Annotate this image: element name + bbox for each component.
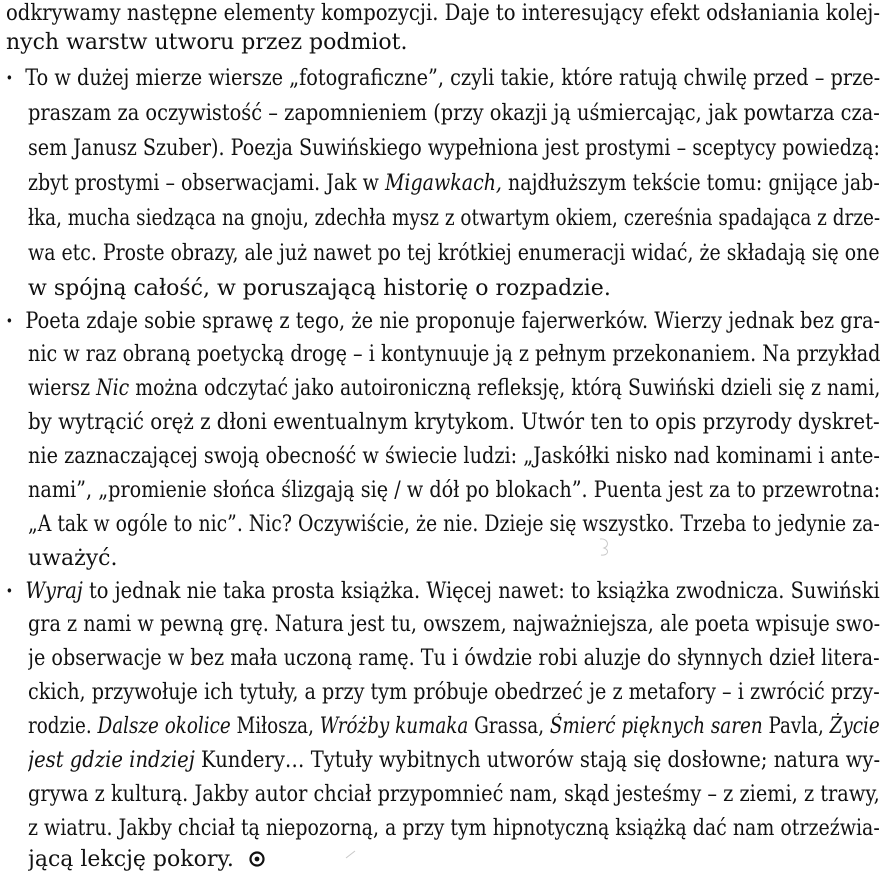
body-text: nami”, „promienie słońca ślizgają się / w dół po blokach”. Puenta jest za to przewrotna: <box>28 478 880 503</box>
line-content <box>28 443 880 471</box>
line-content <box>28 375 880 403</box>
line-content <box>28 645 880 673</box>
body-text: nie zaznaczającej swoją obecność w świecie ludzi: „Jaskółki nisko nad kominami i ante- <box>28 444 880 469</box>
body-text: zbyt prostymi – obserwacjami. Jak w <box>28 171 385 196</box>
line-content <box>28 781 880 809</box>
text-line <box>28 713 880 741</box>
body-text: Grassa, <box>468 714 550 739</box>
scan-mark <box>344 848 358 860</box>
italic-title-text: Migawkach, <box>384 171 502 196</box>
italic-title-text: Wróżby kumaka <box>319 714 469 739</box>
text-line <box>6 29 880 57</box>
line-content <box>28 511 880 539</box>
scan-mark <box>596 536 616 558</box>
line-content <box>28 679 880 707</box>
body-text: wa etc. Proste obrazy, ale już nawet po tej krótkiej enumeracji widać, że składają się one <box>28 241 880 266</box>
line-content <box>28 100 880 128</box>
text-line <box>28 611 880 639</box>
italic-title-text: Nic <box>96 376 130 401</box>
line-content <box>6 577 880 605</box>
line-content <box>6 64 880 92</box>
body-text: grywa z kulturą. Jakby autor chciał przypomnieć nam, skąd jesteśmy – z ziemi, z trawy, <box>28 782 880 807</box>
italic-title-text: Śmierć pięknych saren <box>549 714 763 739</box>
text-line <box>6 577 880 605</box>
body-text: w spójną całość, w poruszającą historię o rozpadzie. <box>28 276 611 301</box>
text-line <box>28 170 880 198</box>
text-line <box>28 545 880 573</box>
italic-title-text: Życie <box>829 714 880 739</box>
body-text: Poeta zdaje sobie sprawę z tego, że nie proponuje fajerwerków. Wierzy jednak bez gra- <box>25 309 880 334</box>
line-content <box>28 815 880 843</box>
italic-title-text: Dalsze okolice <box>97 714 231 739</box>
text-line <box>28 511 880 539</box>
body-text: rodzie. <box>28 714 98 739</box>
text-line <box>6 307 880 335</box>
line-content <box>28 747 880 775</box>
body-text: ckich, przywołuje ich tytuły, a przy tym próbuje obedrzeć je z metafory – i zwrócić przy- <box>28 680 880 705</box>
line-content <box>6 307 880 335</box>
end-of-article-icon <box>248 850 266 868</box>
text-line <box>28 846 880 874</box>
text-line <box>28 815 880 843</box>
body-text: gra z nami w pewną grę. Natura jest tu, owszem, najważniejsza, ale poeta wpisuje swo- <box>28 612 880 637</box>
body-text: odkrywamy następne elementy kompozycji. Daje to interesujący efekt odsłaniania kolej- <box>6 1 880 26</box>
body-text: uważyć. <box>28 546 118 571</box>
body-text: Kundery… Tytuły wybitnych utworów stają się dosłowne; natura wy- <box>194 748 880 773</box>
body-text: sem Janusz Szuber). Poezja Suwińskiego wypełniona jest prostymi – sceptycy powiedzą: <box>28 136 880 161</box>
line-content <box>28 409 880 437</box>
body-text: „A tak w ogóle to nic”. Nic? Oczywiście, że nie. Dzieje się wszystko. Trzeba to jedynie za- <box>28 512 880 537</box>
italic-title-text: jest gdzie indziej <box>28 748 195 773</box>
body-text: praszam za oczywistość – zapomnieniem (przy okazji ją uśmiercając, jak powtarza cza- <box>28 101 880 126</box>
body-text: najdłuższym tekście tomu: gnijące jab- <box>501 171 880 196</box>
text-line <box>28 100 880 128</box>
text-line <box>28 341 880 369</box>
italic-title-text: Wyraj <box>25 579 83 604</box>
text-line <box>28 747 880 775</box>
text-line <box>28 679 880 707</box>
text-line <box>28 240 880 268</box>
body-text: jącą lekcję pokory. <box>28 847 234 872</box>
body-text: Pavla, <box>762 714 830 739</box>
text-line <box>28 375 880 403</box>
body-text: nych warstw utworu przez podmiot. <box>6 30 408 55</box>
text-line <box>6 64 880 92</box>
line-content <box>28 240 880 268</box>
text-line <box>28 781 880 809</box>
body-text: To w dużej mierze wiersze „fotograficzne”, czyli takie, które ratują chwilę przed – prze- <box>25 66 880 91</box>
line-content <box>28 477 880 505</box>
text-line <box>28 443 880 471</box>
line-content <box>28 611 880 639</box>
body-text: nic w raz obraną poetycką drogę – i kontynuuje ją z pełnym przekonaniem. Na przykład <box>28 342 880 367</box>
bullet-point: · <box>6 578 13 604</box>
line-content <box>28 341 880 369</box>
body-text: je obserwacje w bez mała uczoną ramę. Tu i ówdzie robi aluzje do słynnych dzieł litera- <box>28 646 880 671</box>
body-text: by wytrącić oręż z dłoni ewentualnym krytykom. Utwór ten to opis przyrody dyskret- <box>28 410 880 435</box>
body-text: wiersz <box>28 376 97 401</box>
text-line <box>6 0 880 28</box>
text-line <box>28 645 880 673</box>
body-text: łka, mucha siedząca na gnoju, zdechła mysz z otwartym okiem, czereśnia spadająca z drze- <box>28 206 880 231</box>
line-content <box>28 713 880 741</box>
text-line <box>28 205 880 233</box>
body-text: to jednak nie taka prosta książka. Więcej nawet: to książka zwodnicza. Suwiński <box>82 579 880 604</box>
bullet-point: · <box>6 308 13 334</box>
body-text: można odczytać jako autoironiczną refleksję, którą Suwiński dzieli się z nami, <box>129 376 880 401</box>
line-content <box>6 0 880 28</box>
body-text: z wiatru. Jakby chciał tą niepozorną, a przy tym hipnotyczną książką dać nam otrzeźwia- <box>28 816 880 841</box>
text-line <box>28 477 880 505</box>
line-content <box>28 205 880 233</box>
text-line <box>28 275 880 303</box>
line-content <box>28 135 880 163</box>
text-line <box>28 135 880 163</box>
line-content <box>28 170 880 198</box>
body-text: Miłosza, <box>230 714 320 739</box>
text-line <box>28 409 880 437</box>
bullet-point: · <box>6 65 13 91</box>
